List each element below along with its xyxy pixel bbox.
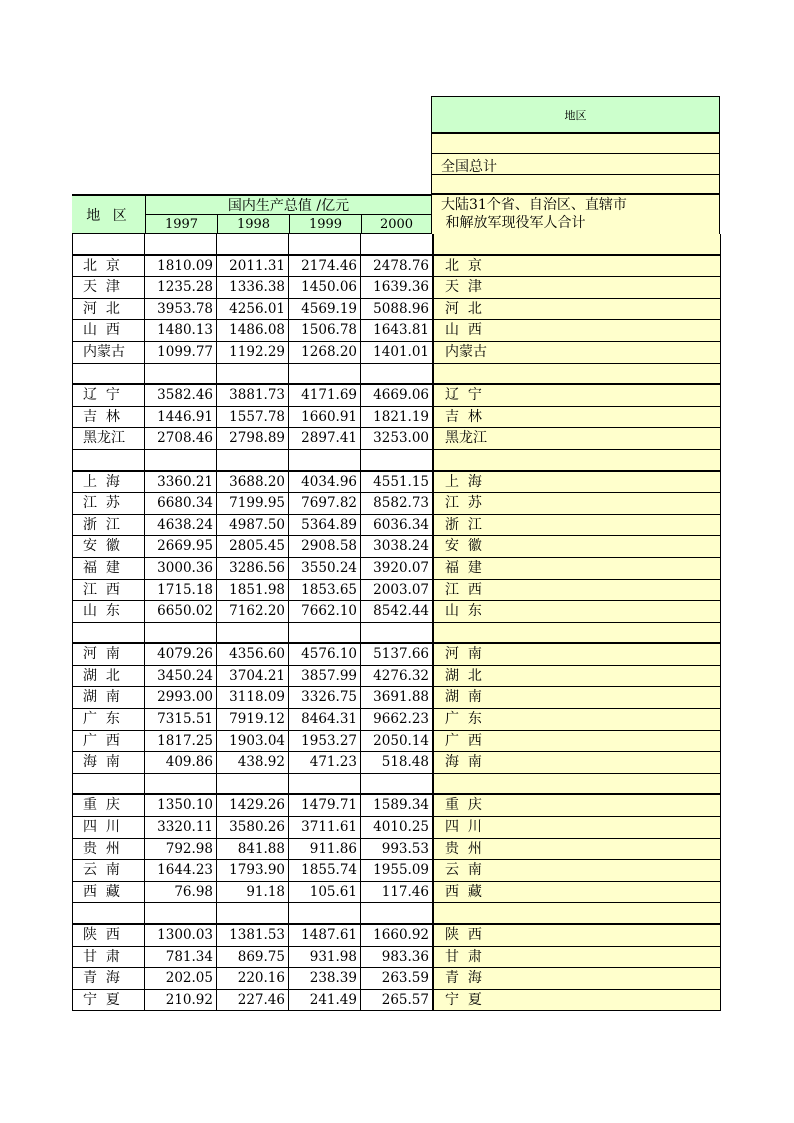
gdp-value-cell: 1487.61 [288, 925, 360, 946]
gdp-value-cell: 4576.10 [288, 644, 360, 665]
table-row [72, 299, 721, 321]
gdp-value-cell: 8582.73 [360, 493, 432, 514]
region-name-cell: 吉 林 [72, 407, 144, 428]
region-name-repeat-cell: 浙 江 [432, 515, 721, 536]
region-name-cell: 宁 夏 [72, 990, 144, 1011]
region-name-cell: 山 东 [72, 601, 144, 622]
gdp-value-cell: 8464.31 [288, 709, 360, 730]
region-name-repeat-cell: 海 南 [432, 752, 721, 773]
gdp-value-cell: 3326.75 [288, 687, 360, 708]
region-name-repeat-cell: 江 西 [432, 580, 721, 601]
gdp-value-cell [144, 364, 216, 384]
region-name-repeat-cell: 宁 夏 [432, 990, 721, 1011]
gdp-value-cell: 7919.12 [216, 709, 288, 730]
gdp-value-cell: 4669.06 [360, 385, 432, 406]
year-header-1999: 1999 [289, 214, 361, 234]
gdp-value-cell [144, 623, 216, 643]
gdp-value-cell: 471.23 [288, 752, 360, 773]
gdp-value-cell: 409.86 [144, 752, 216, 773]
gdp-value-cell: 4171.69 [288, 385, 360, 406]
table-row [72, 428, 721, 450]
gdp-value-cell: 993.53 [360, 839, 432, 860]
gdp-value-cell: 3688.20 [216, 472, 288, 493]
region-name-repeat-cell: 江 苏 [432, 493, 721, 514]
gdp-value-cell: 4638.24 [144, 515, 216, 536]
gdp-value-cell: 3920.07 [360, 558, 432, 579]
gdp-value-cell: 3857.99 [288, 666, 360, 687]
gdp-value-cell [216, 234, 288, 254]
gdp-value-cell: 7315.51 [144, 709, 216, 730]
gdp-value-cell: 1660.92 [360, 925, 432, 946]
region-name-cell: 河 南 [72, 644, 144, 665]
region-name-repeat-cell: 西 藏 [432, 882, 721, 903]
table-row [72, 990, 721, 1012]
table-row [72, 752, 721, 774]
table-row [72, 795, 721, 817]
gdp-value-cell [288, 774, 360, 794]
gdp-value-cell: 4010.25 [360, 817, 432, 838]
region-name-repeat-cell: 河 南 [432, 644, 721, 665]
blank-row [72, 450, 721, 472]
region-name-cell: 四 川 [72, 817, 144, 838]
gdp-value-cell: 105.61 [288, 882, 360, 903]
region-name-cell: 上 海 [72, 472, 144, 493]
table-row [72, 256, 721, 278]
region-name-cell: 江 苏 [72, 493, 144, 514]
gdp-value-cell: 1381.53 [216, 925, 288, 946]
gdp-value-cell: 869.75 [216, 947, 288, 968]
gdp-value-cell: 3704.21 [216, 666, 288, 687]
gdp-value-cell: 3691.88 [360, 687, 432, 708]
gdp-value-cell [288, 450, 360, 470]
gdp-header: 国内生产总值 /亿元 [145, 194, 431, 214]
gdp-value-cell: 1479.71 [288, 795, 360, 816]
gdp-value-cell: 2908.58 [288, 536, 360, 557]
gdp-value-cell [216, 903, 288, 923]
region-name-repeat-cell: 陕 西 [432, 925, 721, 946]
gdp-value-cell: 1350.10 [144, 795, 216, 816]
region-name-cell: 重 庆 [72, 795, 144, 816]
gdp-value-cell: 1589.34 [360, 795, 432, 816]
region-name-cell: 广 西 [72, 731, 144, 752]
gdp-value-cell: 1851.98 [216, 580, 288, 601]
gdp-value-cell: 1401.01 [360, 342, 432, 363]
gdp-value-cell: 2798.89 [216, 428, 288, 449]
gdp-value-cell [216, 364, 288, 384]
table-row [72, 385, 721, 407]
region-name-cell: 江 西 [72, 580, 144, 601]
gdp-value-cell: 2669.95 [144, 536, 216, 557]
region-name-repeat-cell [432, 903, 721, 923]
blank-row [72, 234, 721, 256]
gdp-value-cell: 3450.24 [144, 666, 216, 687]
gdp-value-cell: 1821.19 [360, 407, 432, 428]
gdp-value-cell: 781.34 [144, 947, 216, 968]
gdp-value-cell: 3550.24 [288, 558, 360, 579]
year-header-1998: 1998 [217, 214, 289, 234]
gdp-value-cell: 2478.76 [360, 256, 432, 277]
region-name-cell: 青 海 [72, 968, 144, 989]
region-column-header: 地 区 [72, 194, 145, 234]
gdp-value-cell: 6036.34 [360, 515, 432, 536]
region-name-cell: 湖 北 [72, 666, 144, 687]
blank-row [72, 774, 721, 796]
region-name-cell [72, 234, 144, 254]
year-header-1997: 1997 [145, 214, 217, 234]
region-name-repeat-cell: 云 南 [432, 860, 721, 881]
gdp-value-cell: 438.92 [216, 752, 288, 773]
gdp-value-cell: 3038.24 [360, 536, 432, 557]
region-name-repeat-cell: 河 北 [432, 299, 721, 320]
region-name-cell [72, 903, 144, 923]
gdp-value-cell: 1817.25 [144, 731, 216, 752]
gdp-value-cell: 931.98 [288, 947, 360, 968]
gdp-value-cell: 1853.65 [288, 580, 360, 601]
blank-row [72, 364, 721, 386]
gdp-value-cell: 7162.20 [216, 601, 288, 622]
gdp-value-cell: 3953.78 [144, 299, 216, 320]
gdp-value-cell [216, 450, 288, 470]
region-name-repeat-cell: 吉 林 [432, 407, 721, 428]
table-row [72, 947, 721, 969]
table-row [72, 342, 721, 364]
table-row [72, 860, 721, 882]
gdp-value-cell: 1639.36 [360, 277, 432, 298]
divider [431, 193, 720, 195]
gdp-value-cell [360, 774, 432, 794]
gdp-value-cell: 1953.27 [288, 731, 360, 752]
total-description: 大陆31个省、自治区、直辖市 和解放军现役军人合计 [441, 197, 627, 231]
region-name-repeat-cell [432, 450, 721, 470]
gdp-value-cell: 1192.29 [216, 342, 288, 363]
gdp-value-cell [144, 903, 216, 923]
gdp-value-cell: 518.48 [360, 752, 432, 773]
gdp-value-cell: 1644.23 [144, 860, 216, 881]
gdp-value-cell: 241.49 [288, 990, 360, 1011]
gdp-value-cell: 3582.46 [144, 385, 216, 406]
region-name-repeat-cell [432, 774, 721, 794]
gdp-value-cell: 238.39 [288, 968, 360, 989]
gdp-value-cell: 1506.78 [288, 320, 360, 341]
gdp-value-cell [144, 774, 216, 794]
region-name-repeat-cell: 辽 宁 [432, 385, 721, 406]
region-name-repeat-cell: 湖 南 [432, 687, 721, 708]
region-name-cell [72, 450, 144, 470]
region-name-repeat-cell [432, 234, 721, 254]
table-row [72, 580, 721, 602]
gdp-value-cell: 2993.00 [144, 687, 216, 708]
region-name-repeat-cell: 北 京 [432, 256, 721, 277]
gdp-value-cell: 983.36 [360, 947, 432, 968]
region-name-cell: 福 建 [72, 558, 144, 579]
gdp-value-cell: 2003.07 [360, 580, 432, 601]
table-row [72, 601, 721, 623]
table-row [72, 320, 721, 342]
table-row [72, 968, 721, 990]
gdp-value-cell: 1855.74 [288, 860, 360, 881]
gdp-value-cell: 841.88 [216, 839, 288, 860]
region-name-repeat-cell [432, 623, 721, 643]
gdp-value-cell: 6680.34 [144, 493, 216, 514]
region-name-cell: 安 徽 [72, 536, 144, 557]
gdp-value-cell: 76.98 [144, 882, 216, 903]
gdp-value-cell: 3711.61 [288, 817, 360, 838]
region-name-repeat-cell: 湖 北 [432, 666, 721, 687]
gdp-value-cell: 202.05 [144, 968, 216, 989]
table-row [72, 839, 721, 861]
gdp-value-cell: 1336.38 [216, 277, 288, 298]
gdp-value-cell: 1557.78 [216, 407, 288, 428]
gdp-value-cell: 1486.08 [216, 320, 288, 341]
region-name-cell: 广 东 [72, 709, 144, 730]
region-name-repeat-cell: 安 徽 [432, 536, 721, 557]
region-name-cell [72, 623, 144, 643]
gdp-value-cell: 265.57 [360, 990, 432, 1011]
gdp-value-cell: 5137.66 [360, 644, 432, 665]
gdp-value-cell: 3320.11 [144, 817, 216, 838]
gdp-value-cell: 1955.09 [360, 860, 432, 881]
gdp-value-cell: 8542.44 [360, 601, 432, 622]
region-name-repeat-cell: 广 东 [432, 709, 721, 730]
region-name-cell: 黑龙江 [72, 428, 144, 449]
region-name-cell: 北 京 [72, 256, 144, 277]
table-row [72, 407, 721, 429]
region-name-cell: 西 藏 [72, 882, 144, 903]
gdp-value-cell: 1429.26 [216, 795, 288, 816]
gdp-value-cell: 227.46 [216, 990, 288, 1011]
gdp-value-cell: 4356.60 [216, 644, 288, 665]
gdp-value-cell [288, 364, 360, 384]
year-header-2000: 2000 [361, 214, 431, 234]
gdp-value-cell: 1099.77 [144, 342, 216, 363]
region-name-repeat-cell: 黑龙江 [432, 428, 721, 449]
gdp-value-cell: 1268.20 [288, 342, 360, 363]
gdp-value-cell [360, 450, 432, 470]
region-name-repeat-cell [432, 364, 721, 384]
gdp-value-cell: 911.86 [288, 839, 360, 860]
region-name-cell [72, 364, 144, 384]
region-name-repeat-cell: 山 东 [432, 601, 721, 622]
region-name-cell: 山 西 [72, 320, 144, 341]
table-row [72, 558, 721, 580]
gdp-value-cell [288, 903, 360, 923]
gdp-value-cell: 1810.09 [144, 256, 216, 277]
gdp-value-cell: 3580.26 [216, 817, 288, 838]
gdp-value-cell: 7697.82 [288, 493, 360, 514]
gdp-value-cell: 5088.96 [360, 299, 432, 320]
gdp-value-cell: 1235.28 [144, 277, 216, 298]
gdp-value-cell: 1643.81 [360, 320, 432, 341]
gdp-value-cell [360, 234, 432, 254]
table-row [72, 709, 721, 731]
table-row [72, 925, 721, 947]
gdp-value-cell: 2805.45 [216, 536, 288, 557]
gdp-value-cell: 5364.89 [288, 515, 360, 536]
gdp-value-cell [216, 623, 288, 643]
gdp-value-cell: 1450.06 [288, 277, 360, 298]
gdp-value-cell: 4987.50 [216, 515, 288, 536]
gdp-value-cell: 3881.73 [216, 385, 288, 406]
region-name-cell [72, 774, 144, 794]
gdp-value-cell: 4079.26 [144, 644, 216, 665]
gdp-value-cell: 1480.13 [144, 320, 216, 341]
gdp-value-cell: 9662.23 [360, 709, 432, 730]
blank-row [72, 903, 721, 925]
gdp-value-cell: 91.18 [216, 882, 288, 903]
gdp-value-cell: 3360.21 [144, 472, 216, 493]
table-row [72, 817, 721, 839]
gdp-value-cell [216, 774, 288, 794]
gdp-value-cell: 4276.32 [360, 666, 432, 687]
region-name-cell: 贵 州 [72, 839, 144, 860]
gdp-value-cell: 2050.14 [360, 731, 432, 752]
region-name-repeat-cell: 广 西 [432, 731, 721, 752]
region-name-repeat-cell: 重 庆 [432, 795, 721, 816]
table-row [72, 731, 721, 753]
gdp-value-cell: 4569.19 [288, 299, 360, 320]
gdp-value-cell [360, 903, 432, 923]
gdp-value-cell: 1903.04 [216, 731, 288, 752]
gdp-value-cell: 2011.31 [216, 256, 288, 277]
table-row [72, 687, 721, 709]
gdp-value-cell: 117.46 [360, 882, 432, 903]
gdp-value-cell [288, 623, 360, 643]
table-row [72, 493, 721, 515]
region-name-cell: 海 南 [72, 752, 144, 773]
table-row [72, 277, 721, 299]
gdp-value-cell: 1715.18 [144, 580, 216, 601]
region-name-repeat-cell: 福 建 [432, 558, 721, 579]
table-row [72, 536, 721, 558]
gdp-value-cell: 7662.10 [288, 601, 360, 622]
gdp-value-cell [144, 450, 216, 470]
region-name-cell: 陕 西 [72, 925, 144, 946]
table-row [72, 882, 721, 904]
region-name-repeat-cell: 四 川 [432, 817, 721, 838]
gdp-value-cell: 4551.15 [360, 472, 432, 493]
gdp-value-cell: 4034.96 [288, 472, 360, 493]
region-name-repeat-cell: 甘 肃 [432, 947, 721, 968]
table-row [72, 472, 721, 494]
gdp-value-cell: 3000.36 [144, 558, 216, 579]
region-name-cell: 云 南 [72, 860, 144, 881]
national-total-label: 全国总计 [441, 159, 497, 175]
gdp-value-cell: 3118.09 [216, 687, 288, 708]
table-row [72, 644, 721, 666]
gdp-value-cell [288, 234, 360, 254]
region-name-repeat-cell: 上 海 [432, 472, 721, 493]
gdp-value-cell: 2174.46 [288, 256, 360, 277]
gdp-value-cell: 792.98 [144, 839, 216, 860]
region-name-cell: 湖 南 [72, 687, 144, 708]
gdp-value-cell: 1793.90 [216, 860, 288, 881]
right-region-header: 地区 [431, 96, 720, 134]
region-name-cell: 辽 宁 [72, 385, 144, 406]
gdp-value-cell [144, 234, 216, 254]
region-name-cell: 内蒙古 [72, 342, 144, 363]
region-name-repeat-cell: 贵 州 [432, 839, 721, 860]
gdp-value-cell: 2897.41 [288, 428, 360, 449]
gdp-value-cell: 1300.03 [144, 925, 216, 946]
gdp-value-cell: 263.59 [360, 968, 432, 989]
region-name-repeat-cell: 内蒙古 [432, 342, 721, 363]
region-name-cell: 河 北 [72, 299, 144, 320]
region-name-repeat-cell: 山 西 [432, 320, 721, 341]
gdp-table [72, 234, 721, 1011]
gdp-value-cell: 2708.46 [144, 428, 216, 449]
region-name-repeat-cell: 青 海 [432, 968, 721, 989]
region-name-repeat-cell: 天 津 [432, 277, 721, 298]
gdp-value-cell: 6650.02 [144, 601, 216, 622]
gdp-value-cell: 3286.56 [216, 558, 288, 579]
gdp-value-cell [360, 623, 432, 643]
gdp-value-cell: 4256.01 [216, 299, 288, 320]
gdp-value-cell: 1446.91 [144, 407, 216, 428]
region-name-cell: 浙 江 [72, 515, 144, 536]
gdp-value-cell [360, 364, 432, 384]
table-row [72, 515, 721, 537]
blank-row [72, 623, 721, 645]
gdp-value-cell: 1660.91 [288, 407, 360, 428]
table-row [72, 666, 721, 688]
region-name-cell: 甘 肃 [72, 947, 144, 968]
gdp-value-cell: 3253.00 [360, 428, 432, 449]
gdp-value-cell: 7199.95 [216, 493, 288, 514]
region-name-cell: 天 津 [72, 277, 144, 298]
gdp-value-cell: 220.16 [216, 968, 288, 989]
divider [431, 153, 720, 154]
gdp-value-cell: 210.92 [144, 990, 216, 1011]
